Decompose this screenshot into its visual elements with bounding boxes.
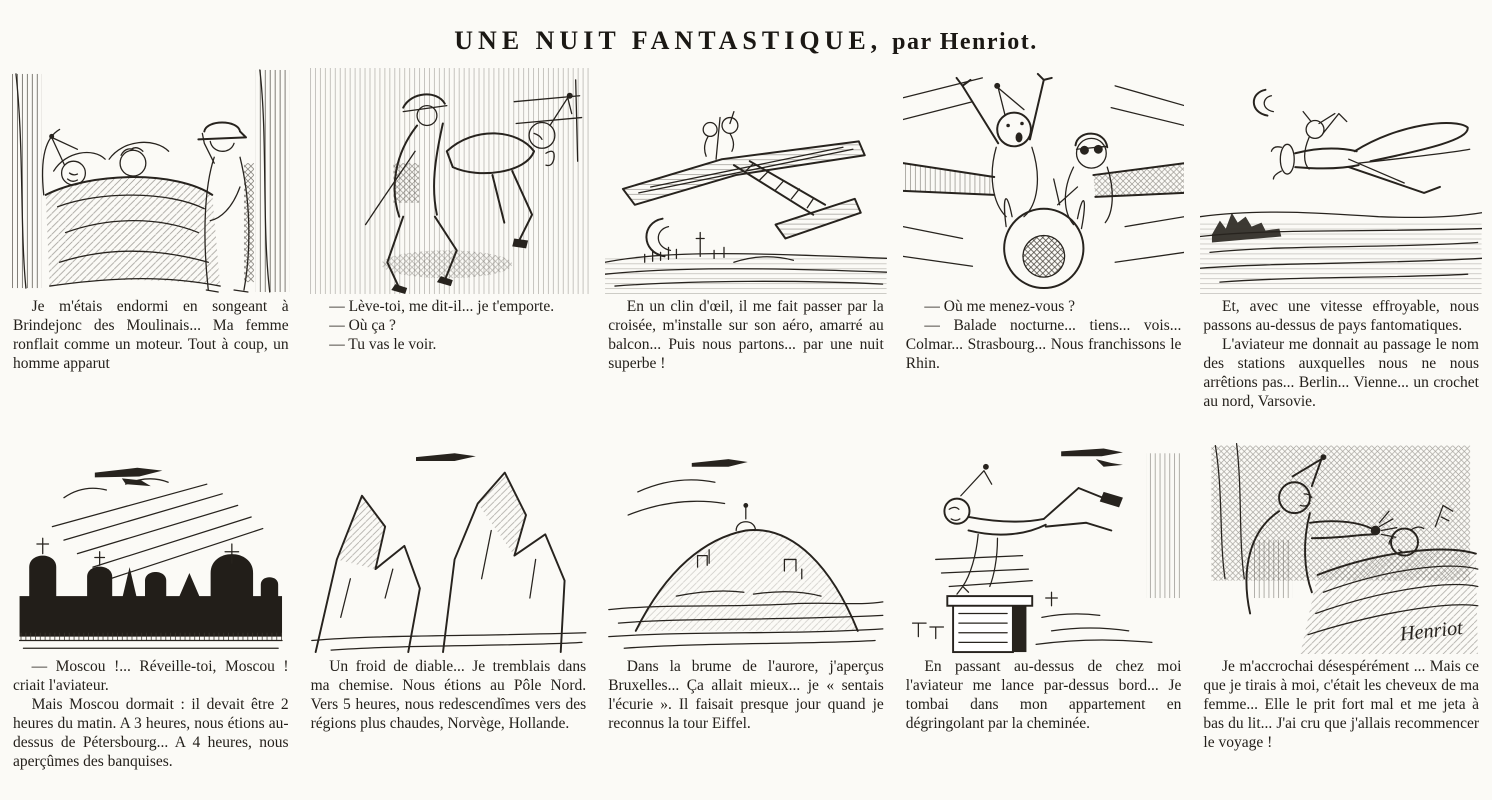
monoplane-drawing bbox=[605, 68, 887, 294]
aeroplane-silhouette bbox=[692, 459, 748, 467]
comic-row-2 bbox=[10, 434, 1482, 771]
page-title bbox=[10, 26, 1482, 56]
cockpit-drawing bbox=[903, 68, 1185, 294]
title-main: UNE NUIT FANTASTIQUE, bbox=[454, 26, 883, 55]
panel-10-illustration bbox=[1200, 434, 1482, 654]
caption-paragraph: Et, avec une vitesse effroyable, nous passons au-dessus de pays fantomatiques. bbox=[1203, 298, 1479, 334]
caption-paragraph: — Tu vas le voir. bbox=[329, 335, 437, 353]
caption-paragraph: En passant au-dessus de chez moi l'aviateur me lance par-dessus bord... Je tombai dans mon appartement en dégringolant par la cheminée. bbox=[905, 658, 1182, 732]
bedroom-scene-drawing bbox=[10, 68, 292, 294]
misty-city-drawing bbox=[605, 434, 887, 654]
panel-4-illustration bbox=[903, 68, 1185, 294]
caption-paragraph: Je m'accrochai désespérément ... Mais ce que je tirais à moi, c'était les cheveux de ma femme... Elle le prit fort mal et me jeta à bas du lit... J'ai cru que j'allais recommencer le voyage ! bbox=[1203, 658, 1479, 751]
caption-paragraph: — Moscou !... Réveille-toi, Moscou ! criait l'aviateur. bbox=[13, 658, 289, 694]
caption-paragraph: — Balade nocturne... tiens... vois... Colmar... Strasbourg... Nous franchissons le Rhin. bbox=[905, 316, 1182, 372]
ghostly-landscape bbox=[1200, 212, 1482, 294]
panel-10-caption bbox=[1200, 654, 1482, 753]
aeroplane-silhouette bbox=[416, 453, 476, 461]
panel-9-caption bbox=[903, 654, 1185, 734]
hair-pulling-drawing bbox=[1200, 434, 1482, 654]
panel-6-illustration bbox=[10, 434, 292, 654]
moscow-skyline bbox=[20, 538, 282, 636]
sleeping-husband bbox=[49, 134, 85, 185]
panel-1-illustration bbox=[10, 68, 292, 294]
sleeping-wife bbox=[120, 148, 146, 176]
caption-paragraph: L'aviateur me donnait au passage le nom des stations auxquelles nous ne nous arrêtions pas... Berlin... Vienne... un crochet au nord, Varsovie. bbox=[1203, 335, 1479, 410]
panel-9 bbox=[903, 434, 1185, 771]
passenger-waving bbox=[956, 74, 1051, 217]
panel-7-caption bbox=[308, 654, 590, 734]
panel-8-illustration bbox=[605, 434, 887, 654]
caption-paragraph: En un clin d'œil, il me fait passer par la croisée, m'installe sur son aéro, amarré au balcon... Puis nous partons... par une nuit superbe ! bbox=[608, 298, 884, 372]
caption-paragraph: — Où ça ? bbox=[329, 316, 396, 334]
speeding-plane-drawing bbox=[1200, 68, 1482, 294]
moscow-drawing bbox=[10, 434, 292, 654]
panel-4-caption bbox=[903, 294, 1185, 422]
panel-2 bbox=[308, 68, 590, 422]
caption-paragraph: Dans la brume de l'aurore, j'aperçus Bruxelles... Ça allait mieux... je « sentais l'écurie ». Il faisait presque jour quand je reconnus la tour Eiffel. bbox=[608, 658, 884, 732]
carrying-scene-drawing bbox=[308, 68, 590, 294]
panel-6-caption bbox=[10, 654, 292, 771]
caption-paragraph: Je m'étais endormi en songeant à Brindejonc des Moulinais... Ma femme ronflait comme un moteur. Tout à coup, un homme apparut bbox=[13, 298, 289, 372]
city-base bbox=[20, 633, 282, 648]
panel-10 bbox=[1200, 434, 1482, 771]
falling-man-drawing bbox=[903, 434, 1185, 654]
panel-9-illustration bbox=[903, 434, 1185, 654]
panel-3-illustration bbox=[605, 68, 887, 294]
crescent-moon-icon bbox=[647, 219, 671, 257]
panel-6 bbox=[10, 434, 292, 771]
panel-1 bbox=[10, 68, 292, 422]
panel-2-illustration bbox=[308, 68, 590, 294]
caption-paragraph: Un froid de diable... Je tremblais dans ma chemise. Nous étions au Pôle Nord. Vers 5 heures, nous redescendîmes vers des régions plus chaudes, Norvège, Hollande. bbox=[310, 658, 587, 732]
panel-5-illustration bbox=[1200, 68, 1482, 294]
north-pole-drawing bbox=[308, 434, 590, 654]
panel-3-caption bbox=[605, 294, 887, 422]
panel-4 bbox=[903, 68, 1185, 422]
panel-8-caption bbox=[605, 654, 887, 734]
misty-city bbox=[636, 503, 858, 631]
speeding-aeroplane bbox=[1272, 112, 1470, 193]
panel-5-caption bbox=[1200, 294, 1482, 422]
panel-2-caption bbox=[308, 294, 590, 422]
caption-paragraph: — Lève-toi, me dit-il... je t'emporte. bbox=[329, 298, 555, 315]
ice-cliffs bbox=[315, 473, 564, 652]
aeroplane-silhouette bbox=[1061, 448, 1123, 466]
panel-8 bbox=[605, 434, 887, 771]
caption-paragraph: — Où me menez-vous ? bbox=[924, 298, 1076, 315]
comic-row-1 bbox=[10, 68, 1482, 422]
engine-cowl bbox=[1004, 199, 1084, 288]
aeroplane-silhouette bbox=[95, 468, 163, 486]
caption-paragraph: Mais Moscou dormait : il devait être 2 heures du matin. A 3 heures, nous étions au-dessus de Pétersbourg... A 4 heures, nous aperçûmes des banquises. bbox=[13, 695, 289, 770]
falling-man bbox=[936, 464, 1123, 594]
panel-7-illustration bbox=[308, 434, 590, 654]
panel-7 bbox=[308, 434, 590, 771]
rooftop-chimney bbox=[912, 592, 1151, 652]
crescent-moon-icon bbox=[1254, 90, 1274, 116]
panel-5 bbox=[1200, 68, 1482, 422]
panel-3 bbox=[605, 68, 887, 422]
title-byline: par Henriot. bbox=[892, 29, 1038, 55]
artist-signature: Henriot bbox=[1399, 616, 1465, 646]
panel-1-caption bbox=[10, 294, 292, 422]
